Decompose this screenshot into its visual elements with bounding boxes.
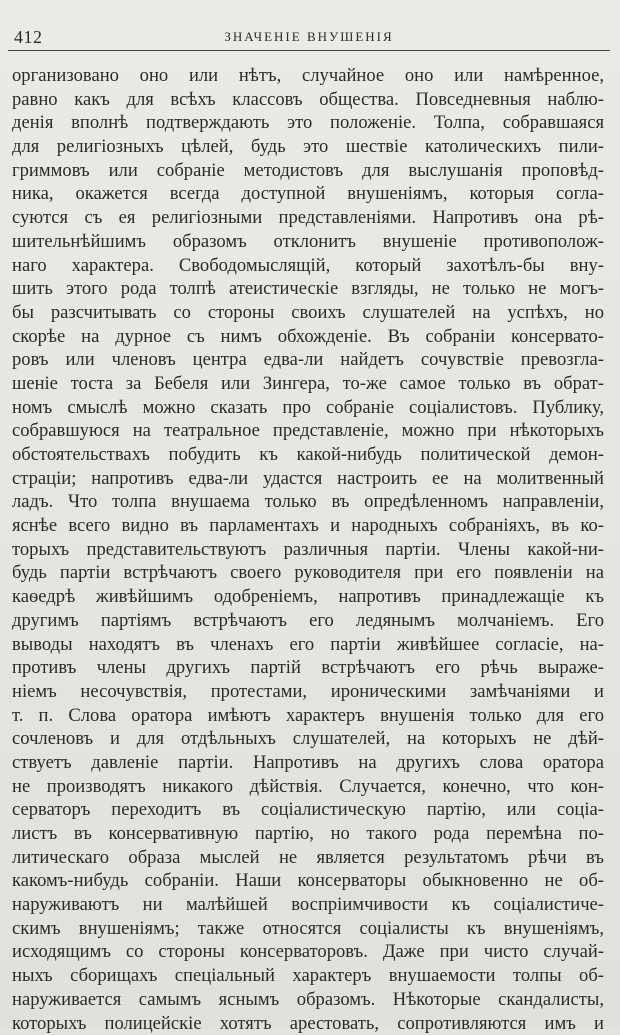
text-line: яснѣе всего видно въ парламентахъ и народныхъ собраніяхъ, въ ко- [12,514,604,538]
text-line: равно какъ для всѣхъ классовъ общества. Повседневныя наблю- [12,88,604,112]
text-line: шить этого рода толпѣ атеистическіе взгляды, не только не могъ- [12,277,604,301]
text-line: ніемъ несочувствія, протестами, ироническими замѣчаніями и [12,680,604,704]
text-line: шительнѣйшимъ образомъ отклонитъ внушеніе противополож- [12,230,604,254]
text-line: другимъ партіямъ встрѣчаютъ его ледянымъ молчаніемъ. Его [12,609,604,633]
text-line: гриммовъ или собраніе методистовъ для выслушанія проповѣд- [12,159,604,183]
text-line: наруживается самымъ яснымъ образомъ. Нѣкоторые скандалисты, [12,988,604,1012]
body-text [12,64,604,1035]
text-line: сочленовъ и для отдѣльныхъ слушателей, на которыхъ не дѣй- [12,727,604,751]
page-number: 412 [14,27,43,48]
page-header [8,22,610,51]
text-line: ника, окажется всегда доступной внушеніямъ, которыя согла- [12,182,604,206]
text-line: листъ въ консервативную партію, но такого рода перемѣна по- [12,822,604,846]
text-line: для религіозныхъ цѣлей, будь это шествіе католическихъ пили- [12,135,604,159]
text-line: литическаго образа мыслей не является результатомъ рѣчи въ [12,846,604,870]
text-line: будь партіи встрѣчаютъ своего руководителя при его появленіи на [12,561,604,585]
text-line: ныхъ сборищахъ спеціальный характеръ внушаемости толпы об- [12,964,604,988]
text-line: исходящимъ со стороны консерваторовъ. Даже при чисто случай- [12,940,604,964]
text-line: выводы находятъ въ членахъ его партіи живѣйшее согласіе, на- [12,633,604,657]
text-line: противъ члены другихъ партій встрѣчаютъ его рѣчь выраже- [12,656,604,680]
text-line: суются съ ея религіозными представленіями. Напротивъ она рѣ- [12,206,604,230]
text-line: ствуетъ давленіе партіи. Напротивъ на другихъ слова оратора [12,751,604,775]
text-line: каѳедрѣ живѣйшимъ одобреніемъ, напротивъ принадлежащіе къ [12,585,604,609]
text-line: бы разсчитывать со стороны своихъ слушателей на успѣхъ, но [12,301,604,325]
text-line: наруживаютъ ни малѣйшей воспріимчивости къ соціалистиче- [12,893,604,917]
text-line: номъ смыслѣ можно сказать про собраніе соціалистовъ. Публику, [12,396,604,420]
text-line: не производятъ никакого дѣйствія. Случается, конечно, что кон- [12,775,604,799]
text-line: какомъ-нибудь собраніи. Наши консерваторы обыкновенно не об- [12,869,604,893]
text-line: собравшуюся на театральное представленіе, можно при нѣкоторыхъ [12,419,604,443]
text-line: скимъ внушеніямъ; также относятся соціалисты къ внушеніямъ, [12,917,604,941]
running-title: ЗНАЧЕНІЕ ВНУШЕНІЯ [8,29,610,45]
text-line: шеніе тоста за Бебеля или Зингера, то-же самое только въ обрат- [12,372,604,396]
text-line: т. п. Слова оратора имѣютъ характеръ внушенія только для его [12,704,604,728]
text-line: ровъ или членовъ центра едва-ли найдетъ сочувствіе превозгла- [12,348,604,372]
text-line: скорѣе на дурное съ нимъ обхожденіе. Въ собраніи консервато- [12,325,604,349]
text-line: обстоятельствахъ побудить къ какой-нибудь политической демон- [12,443,604,467]
text-line: денія вполнѣ подтверждають это положеніе. Толпа, собравшаяся [12,111,604,135]
text-line: серваторъ переходитъ въ соціалистическую партію, или соціа- [12,798,604,822]
text-line: торыхъ представительствуютъ различныя партіи. Члены какой-ни- [12,538,604,562]
text-line: которыхъ полицейскіе хотятъ арестовать, сопротивляются имъ и [12,1012,604,1035]
text-line: ладъ. Что толпа внушаема только въ опредѣленномъ направленіи, [12,490,604,514]
text-line: наго характера. Свободомыслящій, который захотѣлъ-бы вну- [12,254,604,278]
text-line: страціи; напротивъ едва-ли удастся настроить ее на молитвенный [12,467,604,491]
text-line: организовано оно или нѣтъ, случайное оно или намѣренное, [12,64,604,88]
